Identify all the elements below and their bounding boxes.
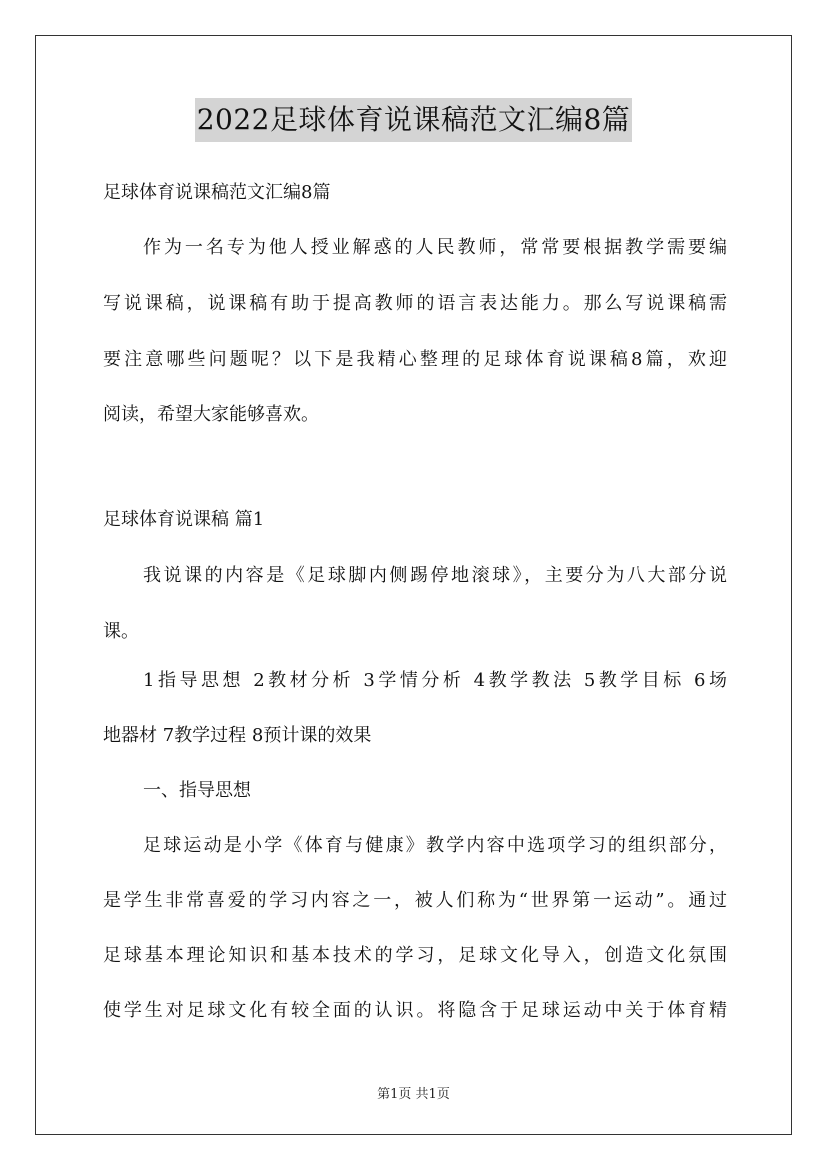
paragraph-line: 写说课稿，说课稿有助于提高教师的语言表达能力。那么写说课稿需 [103,293,727,314]
paragraph-line: 足球运动是小学《体育与健康》教学内容中选项学习的组织部分， [143,835,727,856]
subtitle-line: 足球体育说课稿范文汇编8篇 [103,182,331,203]
paragraph-line: 我说课的内容是《足球脚内侧踢停地滚球》，主要分为八大部分说 [143,565,727,586]
subsection-heading: 一、指导思想 [143,780,251,801]
page-footer: 第1页 共1页 [377,1087,450,1102]
paragraph-line: 使学生对足球文化有较全面的认识。将隐含于足球运动中关于体育精 [103,1000,727,1021]
paragraph-line: 地器材 7教学过程 8预计课的效果 [103,725,372,746]
paragraph-line: 要注意哪些问题呢？以下是我精心整理的足球体育说课稿8篇，欢迎 [103,349,727,370]
section-heading: 足球体育说课稿 篇1 [103,509,265,530]
paragraph-line: 作为一名专为他人授业解惑的人民教师，常常要根据教学需要编 [143,237,727,258]
paragraph-line: 足球基本理论知识和基本技术的学习，足球文化导入，创造文化氛围 [103,945,727,966]
paragraph-line: 是学生非常喜爱的学习内容之一，被人们称为“世界第一运动”。通过 [103,890,727,911]
document-title: 2022足球体育说课稿范文汇编8篇 [195,98,633,142]
title-wrap [0,98,827,142]
paragraph-line: 课。 [103,621,139,642]
paragraph-line: 阅读，希望大家能够喜欢。 [103,404,319,425]
paragraph-line: 1指导思想 2教材分析 3学情分析 4教学教法 5教学目标 6场 [143,670,727,691]
